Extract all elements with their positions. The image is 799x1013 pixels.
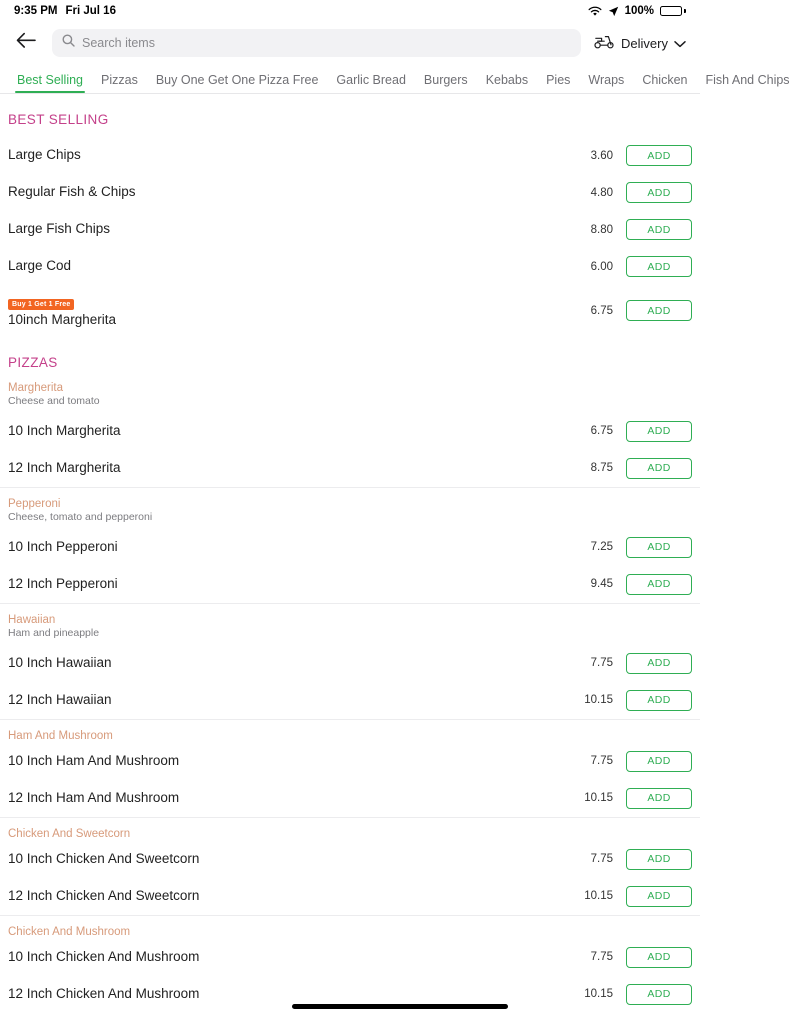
tab-kebabs[interactable]: Kebabs — [485, 72, 529, 87]
back-button[interactable] — [12, 29, 40, 57]
menu-item-info — [8, 790, 584, 807]
menu-item-row[interactable] — [0, 743, 700, 780]
menu-item-name: 12 Inch Ham And Mushroom — [8, 789, 180, 805]
category-tabs[interactable] — [0, 64, 790, 94]
menu-item-price: 10.15 — [584, 694, 613, 707]
add-item-button[interactable]: ADD — [626, 182, 692, 203]
add-item-button[interactable]: ADD — [626, 300, 692, 321]
menu-item-row[interactable] — [0, 878, 700, 915]
menu-item-name: Regular Fish & Chips — [8, 184, 136, 200]
status-bar — [0, 0, 700, 22]
battery-full-icon — [660, 6, 686, 16]
menu-item-info — [8, 539, 591, 556]
tab-chicken[interactable]: Chicken — [642, 72, 688, 87]
menu-group — [0, 487, 700, 603]
tab-burgers[interactable]: Burgers — [423, 72, 468, 87]
menu-item-info — [8, 576, 591, 593]
add-item-button[interactable]: ADD — [626, 219, 692, 240]
chevron-down-icon — [674, 36, 686, 51]
group-title: Chicken And Mushroom — [8, 925, 131, 938]
menu-item-row[interactable] — [0, 211, 700, 248]
top-bar — [0, 22, 700, 64]
menu-item-row[interactable] — [0, 645, 700, 682]
add-item-button[interactable]: ADD — [626, 145, 692, 166]
tab-pizzas[interactable]: Pizzas — [101, 72, 138, 87]
menu-item-name: Large Fish Chips — [8, 221, 111, 237]
add-item-button[interactable]: ADD — [626, 690, 692, 711]
menu-item-row[interactable] — [0, 939, 700, 976]
menu-item-name: 12 Inch Chicken And Mushroom — [8, 985, 200, 1001]
menu-item-name: 10inch Margherita — [8, 312, 117, 327]
menu-item-row[interactable] — [0, 174, 700, 211]
add-item-button[interactable]: ADD — [626, 788, 692, 809]
add-item-button[interactable]: ADD — [626, 947, 692, 968]
group-description: Ham and pineapple — [8, 626, 100, 639]
menu-item-info — [8, 655, 591, 672]
menu-group — [0, 137, 700, 337]
menu-item-name: 12 Inch Hawaiian — [8, 691, 112, 707]
delivery-scooter-icon — [593, 34, 615, 52]
group-title: Chicken And Sweetcorn — [8, 827, 131, 840]
menu-item-row[interactable] — [0, 682, 700, 719]
location-arrow-icon — [608, 6, 619, 17]
menu-item-name: 10 Inch Chicken And Mushroom — [8, 948, 200, 964]
menu-item-price: 8.80 — [590, 223, 613, 236]
tab-fish-and-chips[interactable]: Fish And Chips — [705, 72, 790, 87]
menu-item-info — [8, 147, 591, 164]
menu-item-name: 10 Inch Ham And Mushroom — [8, 752, 180, 768]
group-description: Cheese, tomato and pepperoni — [8, 510, 153, 523]
tab-garlic-bread[interactable]: Garlic Bread — [336, 72, 406, 87]
menu-item-row[interactable] — [0, 529, 700, 566]
section-header: PIZZAS — [8, 354, 58, 370]
menu-item-price: 7.75 — [590, 657, 613, 670]
search-input[interactable] — [82, 36, 571, 50]
tab-buy-one-get-one-pizza-free[interactable]: Buy One Get One Pizza Free — [155, 72, 319, 87]
status-bar-left — [14, 5, 116, 17]
group-description: Cheese and tomato — [8, 394, 100, 407]
group-title: Pepperoni — [8, 497, 61, 510]
menu-item-info — [8, 851, 591, 868]
menu-item-name: 12 Inch Pepperoni — [8, 575, 118, 591]
tab-wraps[interactable]: Wraps — [588, 72, 625, 87]
add-item-button[interactable]: ADD — [626, 574, 692, 595]
menu-item-info — [8, 692, 584, 709]
menu-group — [0, 719, 700, 817]
menu-item-row[interactable] — [0, 780, 700, 817]
home-indicator-area — [0, 999, 799, 1013]
menu-group — [0, 380, 700, 487]
add-item-button[interactable]: ADD — [626, 458, 692, 479]
wifi-icon — [588, 6, 602, 17]
menu-item-info — [8, 753, 591, 770]
battery-percent-label: 100% — [624, 5, 654, 17]
menu-item-name: Large Cod — [8, 258, 72, 274]
menu-item-price: 7.75 — [590, 853, 613, 866]
section-header: BEST SELLING — [8, 112, 109, 127]
menu-item-name: 10 Inch Pepperoni — [8, 538, 118, 554]
menu-item-price: 10.15 — [584, 890, 613, 903]
menu-item-price: 3.60 — [590, 149, 613, 162]
menu-item-info — [8, 258, 591, 275]
menu-item-name: 10 Inch Chicken And Sweetcorn — [8, 850, 200, 866]
menu-item-row[interactable] — [0, 285, 700, 337]
menu-item-row[interactable] — [0, 450, 700, 487]
add-item-button[interactable]: ADD — [626, 849, 692, 870]
menu-item-price: 7.75 — [590, 951, 613, 964]
menu-item-row[interactable] — [0, 137, 700, 174]
add-item-button[interactable]: ADD — [626, 256, 692, 277]
group-title: Margherita — [8, 381, 63, 394]
status-bar-right — [588, 5, 686, 17]
menu-item-info — [8, 888, 584, 905]
menu-group — [0, 817, 700, 915]
add-item-button[interactable]: ADD — [626, 653, 692, 674]
add-item-button[interactable]: ADD — [626, 751, 692, 772]
menu-item-row[interactable] — [0, 413, 700, 450]
menu-item-info — [8, 293, 591, 329]
menu-item-price: 10.15 — [584, 988, 613, 1001]
menu-item-info — [8, 184, 591, 201]
search-icon — [62, 34, 75, 52]
menu-item-price: 9.45 — [590, 578, 613, 591]
menu-item-price: 10.15 — [584, 792, 613, 805]
search-box[interactable] — [52, 29, 581, 57]
menu-item-name: 12 Inch Chicken And Sweetcorn — [8, 887, 200, 903]
add-item-button[interactable]: ADD — [626, 421, 692, 442]
add-item-button[interactable]: ADD — [626, 984, 692, 1005]
status-date: Fri Jul 16 — [65, 5, 116, 17]
menu-item-name: 10 Inch Margherita — [8, 422, 121, 438]
menu-item-price: 4.80 — [590, 186, 613, 199]
promo-badge: Buy 1 Get 1 Free — [8, 299, 74, 310]
menu-item-price: 6.00 — [590, 260, 613, 273]
tab-pies[interactable]: Pies — [546, 72, 571, 87]
menu-item-info — [8, 949, 591, 966]
menu-item-info — [8, 221, 591, 238]
menu-item-row[interactable] — [0, 248, 700, 285]
group-title: Hawaiian — [8, 613, 56, 626]
home-indicator — [292, 1004, 508, 1009]
menu-item-name: Large Chips — [8, 147, 81, 163]
menu-item-row[interactable] — [0, 566, 700, 603]
menu-item-price: 6.75 — [590, 304, 613, 317]
delivery-label: Delivery — [621, 35, 668, 51]
menu-list[interactable] — [0, 94, 700, 1001]
menu-group — [0, 603, 700, 719]
back-arrow-icon — [16, 32, 36, 54]
menu-item-name: 10 Inch Hawaiian — [8, 654, 112, 670]
status-time: 9:35 PM — [14, 5, 58, 17]
menu-item-info — [8, 423, 591, 440]
menu-item-name: 12 Inch Margherita — [8, 459, 121, 475]
tab-best-selling[interactable]: Best Selling — [8, 74, 92, 94]
delivery-mode-selector[interactable] — [593, 34, 688, 52]
menu-item-info — [8, 460, 591, 477]
add-item-button[interactable]: ADD — [626, 537, 692, 558]
menu-item-row[interactable] — [0, 841, 700, 878]
menu-item-price: 7.75 — [590, 755, 613, 768]
group-title: Ham And Mushroom — [8, 729, 113, 742]
menu-item-price: 6.75 — [590, 425, 613, 438]
menu-item-price: 7.25 — [590, 541, 613, 554]
menu-item-price: 8.75 — [590, 462, 613, 475]
add-item-button[interactable]: ADD — [626, 886, 692, 907]
